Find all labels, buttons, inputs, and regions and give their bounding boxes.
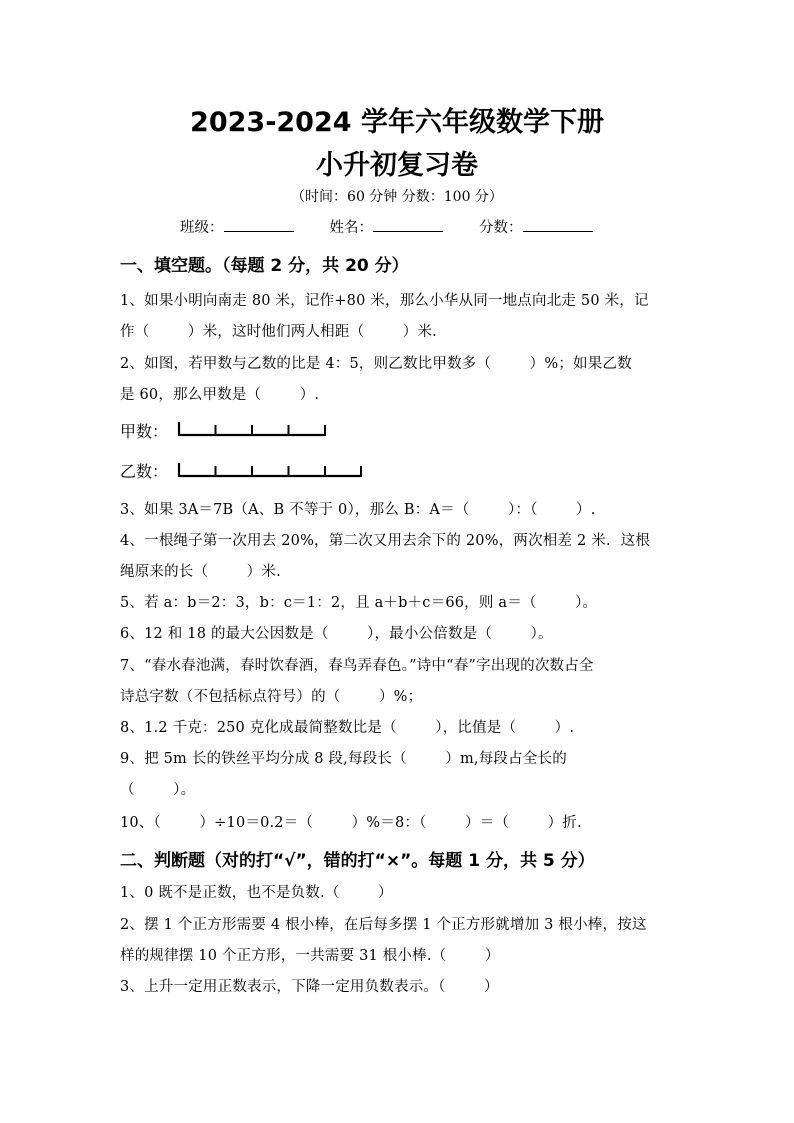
exam-meta: （时间：60 分钟 分数：100 分）	[291, 189, 503, 205]
question-line: 2、如图，若甲数与乙数的比是 4：5，则乙数比甲数多（ ）%；如果乙数	[120, 356, 632, 372]
question-line: 3、上升一定用正数表示，下降一定用负数表示。（ ）	[120, 979, 499, 995]
question-line: （ ）。	[120, 782, 196, 798]
question-line: 是 60，那么甲数是（ ）.	[120, 387, 320, 403]
question-line: 3、如果 3A＝7B（A、B 不等于 0），那么 B：A＝（ ）：（ ）.	[120, 502, 596, 518]
section-heading-true-false: 二、判断题（对的打“√”，错的打“×”。每题 1 分，共 5 分）	[120, 851, 595, 871]
question-line: 5、若 a：b＝2：3，b：c＝1：2，且 a＋b＋c＝66，则 a＝（ ）。	[120, 595, 598, 611]
question-line: 10、（ ）÷10＝0.2＝（ ）%＝8：（ ）＝（ ）折.	[120, 815, 582, 831]
page-subtitle: 小升初复习卷	[316, 150, 478, 181]
ratio-bar-b	[177, 461, 365, 481]
question-line: 7、“春水春池满，春时饮春酒，春鸟弄春色。”诗中“春”字出现的次数占全	[120, 658, 594, 674]
score-label: 分数：	[479, 220, 523, 236]
score-blank[interactable]	[523, 217, 593, 232]
question-line: 1、0 既不是正数，也不是负数.（ ）	[120, 885, 393, 901]
question-line: 诗总字数（不包括标点符号）的（ ）%；	[120, 689, 423, 705]
class-label: 班级：	[180, 220, 224, 236]
class-blank[interactable]	[224, 217, 294, 232]
question-line: 作（ ）米，这时他们两人相距（ ）米.	[120, 324, 437, 340]
ratio-bar-a	[177, 420, 329, 440]
name-blank[interactable]	[373, 217, 443, 232]
question-line: 2、摆 1 个正方形需要 4 根小棒，在后每多摆 1 个正方形就增加 3 根小棒，按这	[120, 917, 647, 933]
section-heading-fill-blank: 一、填空题。（每题 2 分，共 20 分）	[120, 256, 409, 276]
figure-label-b: 乙数：	[120, 462, 169, 481]
question-line: 绳原来的长（ ）米.	[120, 564, 281, 580]
question-line: 样的规律摆 10 个正方形，一共需要 31 根小棒.（ ）	[120, 948, 500, 964]
name-label: 姓名：	[329, 220, 373, 236]
student-info	[180, 216, 629, 237]
question-line: 1、如果小明向南走 80 米，记作+80 米，那么小华从同一地点向北走 50 米，记	[120, 293, 649, 309]
question-line: 6、12 和 18 的最大公因数是（ ），最小公倍数是（ ）。	[120, 626, 553, 642]
figure-label-a: 甲数：	[120, 422, 169, 441]
question-line: 9、把 5m 长的铁丝平均分成 8 段,每段长（ ）m,每段占全长的	[120, 751, 567, 767]
question-line: 4、一根绳子第一次用去 20%，第二次又用去余下的 20%，两次相差 2 米．这根	[120, 533, 651, 549]
page-title: 2023-2024 学年六年级数学下册	[190, 107, 604, 138]
question-line: 8、1.2 千克：250 克化成最简整数比是（ ），比值是（ ）.	[120, 720, 575, 736]
